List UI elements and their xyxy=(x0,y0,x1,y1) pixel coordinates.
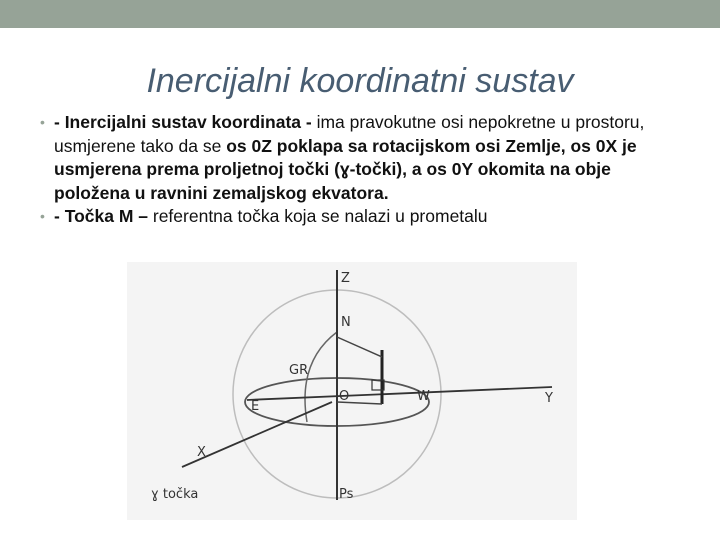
label-gr: GR xyxy=(289,363,309,378)
slide-title: Inercijalni koordinatni sustav xyxy=(146,62,574,100)
bullet1-bold-lead: - Inercijalni sustav koordinata - xyxy=(54,112,317,132)
bullet2-bold-lead: - Točka M – xyxy=(54,206,153,226)
label-z: Z xyxy=(341,271,350,286)
label-w: W xyxy=(417,389,430,404)
bullet1-text: ima pravokutne osi nepokretne u prostoru, usmjerene tako da se xyxy=(54,112,645,156)
bullet-dot-icon: • xyxy=(40,114,45,130)
bullet1-bold-tail: os 0Z poklapa sa rotacijskom osi Zemlje, os 0X je usmjerena prema proljetnoj točki (ɣ-točki), a os 0Y okomita na obje položena u ravnini zemaljskog ekvatora. xyxy=(54,135,637,203)
label-ps: Ps xyxy=(339,487,354,502)
bullet-list xyxy=(40,111,680,229)
top-bar xyxy=(0,0,720,28)
bullet-dot-icon: • xyxy=(40,208,45,224)
bullet-item-2 xyxy=(40,205,680,229)
label-tocka: ɣ točka xyxy=(151,487,199,502)
coordinate-sketch xyxy=(127,262,577,520)
label-x-axis: X xyxy=(197,445,206,460)
sketch-svg xyxy=(127,262,577,520)
label-e: E xyxy=(251,399,260,414)
label-n: N xyxy=(341,315,351,330)
bullet2-text: referentna točka koja se nalazi u prometalu xyxy=(152,206,488,226)
sketch-paper xyxy=(127,262,577,520)
label-y-axis: Y xyxy=(545,391,553,406)
label-o: O xyxy=(339,389,350,404)
bullet-item-1 xyxy=(40,111,680,205)
